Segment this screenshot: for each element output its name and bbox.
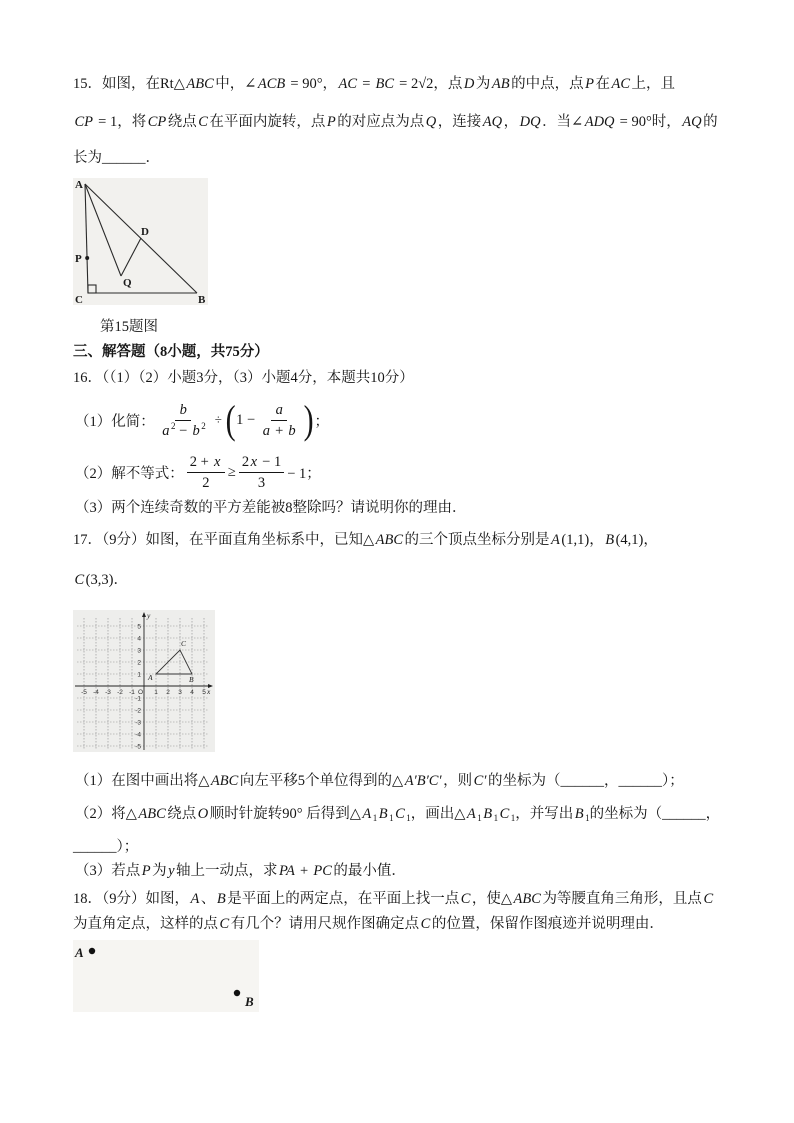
- figure-background: [73, 940, 259, 1012]
- math-variable: BC: [375, 76, 395, 92]
- text-run: 15．如图，在Rt△: [73, 76, 185, 92]
- text-run: （3）若点: [75, 863, 141, 879]
- point-b-dot: [234, 990, 240, 996]
- text-run: +: [271, 422, 287, 439]
- text-run: 为直角定点，这样的点: [73, 916, 218, 932]
- math-variable: A: [466, 806, 476, 822]
- numerator: [175, 401, 191, 421]
- math-variable: P: [585, 76, 594, 92]
- text-run: 的三个顶点坐标分别是: [404, 532, 550, 548]
- label-b: B: [245, 994, 254, 1009]
- y-tick-label: -3: [135, 719, 141, 727]
- q16-part3: （3）两个连续奇数的平方差能被8整除吗？请说明你的理由．: [75, 500, 467, 516]
- numerator: [271, 401, 287, 421]
- subscript: 1: [510, 813, 516, 823]
- text-run: 在: [595, 76, 610, 92]
- math-variable: PC: [313, 863, 332, 879]
- text-run: 的坐标为（______，______）；: [487, 773, 684, 789]
- text-run: 的中点，点: [511, 76, 584, 92]
- subscript: 1: [585, 813, 590, 823]
- math-variable: A: [190, 891, 200, 907]
- label-q: Q: [123, 277, 132, 289]
- math-variable: AC: [611, 76, 631, 92]
- figure-18: [73, 940, 259, 1012]
- math-variable: C: [460, 891, 471, 907]
- label-d: D: [141, 226, 149, 238]
- y-tick-label: 5: [137, 623, 141, 631]
- y-tick-label: 2: [137, 659, 141, 667]
- vertex-label: A: [148, 673, 153, 682]
- text-run: 绕点: [167, 806, 197, 822]
- math-variable: P: [326, 114, 336, 130]
- divide-sign: ÷: [214, 412, 222, 427]
- figure-background: [73, 178, 208, 305]
- label-b: B: [198, 294, 206, 305]
- math-variable: a: [275, 401, 283, 418]
- figure-15: [73, 178, 208, 305]
- math-variable: O: [197, 806, 209, 822]
- text-run: 上，且: [631, 76, 676, 92]
- y-tick-label: 3: [137, 647, 141, 655]
- origin-label: O: [138, 689, 144, 696]
- vertex-label: B: [189, 675, 194, 684]
- math-variable: B: [574, 806, 584, 822]
- text-run: +: [296, 863, 312, 879]
- text-run: (3,3)．: [85, 572, 128, 588]
- text-run: （2）将△: [75, 806, 137, 822]
- text-run: 18．（9分）如图，: [73, 891, 189, 907]
- text-run: 长为______．: [73, 150, 160, 166]
- q16-part2-expression: [75, 452, 321, 492]
- part-label: （1）化简：: [75, 413, 155, 430]
- text-run: 、: [200, 891, 216, 907]
- math-variable: C: [395, 806, 405, 822]
- math-variable: y: [168, 863, 175, 879]
- math-variable: b: [192, 422, 200, 439]
- point-p-dot: [85, 256, 89, 260]
- x-tick-label: 3: [178, 689, 182, 696]
- math-variable: B: [483, 806, 493, 822]
- right-paren: ): [303, 397, 314, 442]
- text-run: ．当∠: [542, 114, 584, 130]
- y-tick-label: -2: [135, 707, 141, 715]
- q17-part3: [75, 861, 406, 881]
- subscript: 1: [477, 813, 482, 823]
- q17-part2-continued: ______）；: [73, 839, 139, 855]
- text-run: 的对应点为点: [337, 114, 425, 130]
- math-variable: B: [605, 532, 615, 548]
- text-run: ，使△: [471, 891, 513, 907]
- math-variable: ABC: [138, 806, 166, 822]
- denominator: [199, 473, 212, 492]
- math-variable: P: [141, 863, 151, 879]
- text-run: 2: [241, 453, 250, 470]
- text-run: = 90°时，: [616, 114, 681, 130]
- x-tick-label: -5: [81, 689, 87, 696]
- figure-17-coordinate-grid: [73, 610, 215, 752]
- q17-line-1: [73, 530, 658, 550]
- text-run: 在平面内旋转，点: [209, 114, 326, 130]
- math-variable: C: [74, 572, 85, 588]
- math-variable: b: [288, 422, 296, 439]
- fraction: [158, 401, 209, 440]
- math-variable: A: [551, 532, 560, 548]
- math-variable: CP: [74, 114, 94, 130]
- math-variable: AQ: [482, 114, 503, 130]
- math-variable: C: [703, 891, 714, 907]
- text-run: 有几个？请用尺规作图确定点: [230, 916, 420, 932]
- math-variable: C: [198, 114, 208, 130]
- part-label: （2）解不等式：: [75, 465, 184, 482]
- x-tick-label: 2: [166, 689, 170, 696]
- math-variable: x: [250, 453, 258, 470]
- math-variable: AC: [338, 76, 358, 92]
- math-variable: AQ: [682, 114, 702, 130]
- q18-line-1: [73, 889, 715, 909]
- math-variable: C: [420, 916, 431, 932]
- label-p: P: [75, 253, 82, 265]
- x-tick-label: 5: [202, 689, 206, 696]
- label-a: A: [75, 945, 84, 960]
- math-variable: CP: [147, 114, 167, 130]
- fraction: [187, 453, 225, 492]
- end-punctuation: ；: [314, 413, 329, 430]
- text-run: (1,1)，: [561, 532, 604, 548]
- x-tick-label: -3: [105, 689, 111, 696]
- q15-line-1: [73, 74, 675, 94]
- math-variable: ADQ: [584, 114, 615, 130]
- y-tick-label: -1: [135, 695, 141, 703]
- numerator: [239, 453, 284, 473]
- math-variable: b: [179, 401, 187, 418]
- x-tick-label: 4: [190, 689, 194, 696]
- math-variable: C: [219, 916, 230, 932]
- text-run: ，画出△: [410, 806, 466, 822]
- text-run: 为: [152, 863, 167, 879]
- text-run: ，连接: [437, 114, 482, 130]
- text-run: = 1，将: [94, 114, 147, 130]
- text-run: 17．（9分）如图，在平面直角坐标系中，已知△: [73, 532, 375, 548]
- q15-line-2: [73, 112, 718, 132]
- text-run: 的坐标为（______，: [589, 806, 721, 822]
- vertex-label: C: [181, 639, 187, 648]
- x-tick-label: -2: [117, 689, 123, 696]
- q15-line-3: [73, 148, 160, 168]
- y-axis-label: y: [147, 611, 151, 620]
- tail-term: − 1；: [287, 465, 321, 482]
- text-run: 的: [703, 114, 718, 130]
- text-run: 为等腰直角三角形，且点: [542, 891, 702, 907]
- math-variable: a: [262, 422, 270, 439]
- q17-part2: [75, 804, 720, 824]
- text-run: − 1: [258, 453, 282, 470]
- math-variable: ABC: [375, 532, 404, 548]
- subscript: 1: [493, 813, 499, 823]
- math-variable: x: [213, 453, 221, 470]
- text-run: 1 −: [236, 411, 256, 428]
- text-run: 2 +: [189, 453, 213, 470]
- q16-part1-expression: [75, 397, 329, 443]
- text-run: 的最小值．: [333, 863, 406, 879]
- fraction: [239, 453, 284, 492]
- y-tick-label: 1: [137, 671, 141, 679]
- text-run: ，: [503, 114, 519, 130]
- text-run: = 2√2，点: [395, 76, 463, 92]
- text-run: = 90°，: [286, 76, 338, 92]
- math-variable: ACB: [257, 76, 286, 92]
- subscript: 1: [372, 813, 378, 823]
- text-run: 轴上一动点，求: [176, 863, 278, 879]
- q17-part1: [75, 771, 684, 791]
- text-run: 的位置，保留作图痕迹并说明理由．: [431, 916, 664, 932]
- text-run: −: [175, 422, 191, 439]
- text-run: 顺时针旋转90° 后得到△: [209, 806, 361, 822]
- text-run: 3: [257, 474, 266, 491]
- text-run: ，则: [443, 773, 473, 789]
- denominator: [258, 421, 300, 440]
- text-run: 向左平移5个单位得到的△: [239, 773, 404, 789]
- x-tick-label: -1: [129, 689, 135, 696]
- math-variable: D: [463, 76, 475, 92]
- text-run: 2: [202, 474, 210, 491]
- x-axis-label: x: [207, 687, 211, 696]
- q17-line-2: [73, 570, 128, 590]
- text-run: 是平面上的两定点，在平面上找一点: [227, 891, 460, 907]
- q18-line-2: [73, 914, 664, 934]
- y-tick-label: -4: [135, 731, 141, 739]
- text-run: 中，∠: [215, 76, 257, 92]
- math-variable: DQ: [519, 114, 541, 130]
- text-run: 为: [475, 76, 491, 92]
- x-tick-label: 1: [154, 689, 158, 696]
- text-run: （1）在图中画出将△: [75, 773, 210, 789]
- y-tick-label: 4: [137, 635, 141, 643]
- math-variable: B: [216, 891, 226, 907]
- left-paren: (: [225, 397, 236, 442]
- text-run: 绕点: [167, 114, 197, 130]
- superscript: 2: [171, 420, 176, 431]
- fraction: [258, 401, 300, 440]
- inner-term: [236, 412, 255, 429]
- math-variable: C: [499, 806, 510, 822]
- denominator: [255, 473, 268, 492]
- math-variable: ABC: [210, 773, 239, 789]
- point-a-dot: [89, 948, 95, 954]
- math-variable: Q: [425, 114, 437, 130]
- text-run: (4,1)，: [615, 532, 658, 548]
- numerator: [187, 453, 225, 473]
- y-tick-label: -5: [135, 743, 141, 751]
- math-variable: A: [362, 806, 372, 822]
- section-title: 三、解答题（8小题，共75分）: [73, 344, 269, 360]
- label-c: C: [75, 294, 83, 305]
- text-run: =: [358, 76, 374, 92]
- q16-header: 16．（（1）（2）小题3分，（3）小题4分，本题共10分）: [73, 370, 414, 386]
- superscript: 2: [201, 420, 206, 431]
- denominator: [158, 421, 209, 440]
- math-variable: PA: [279, 863, 295, 879]
- figure-15-caption: 第15题图: [100, 319, 158, 335]
- x-tick-label: -4: [93, 689, 99, 696]
- math-variable: AB: [491, 76, 510, 92]
- math-variable: a: [162, 422, 170, 439]
- subscript: 1: [389, 813, 394, 823]
- text-run: ，并写出: [515, 806, 574, 822]
- math-variable: A′B′C′: [404, 773, 442, 789]
- subscript: 1: [406, 813, 411, 823]
- math-variable: ABC: [513, 891, 541, 907]
- math-variable: ABC: [186, 76, 214, 92]
- math-variable: C′: [473, 773, 487, 789]
- label-a: A: [75, 179, 83, 191]
- geq-sign: ≥: [227, 463, 236, 480]
- math-variable: B: [378, 806, 388, 822]
